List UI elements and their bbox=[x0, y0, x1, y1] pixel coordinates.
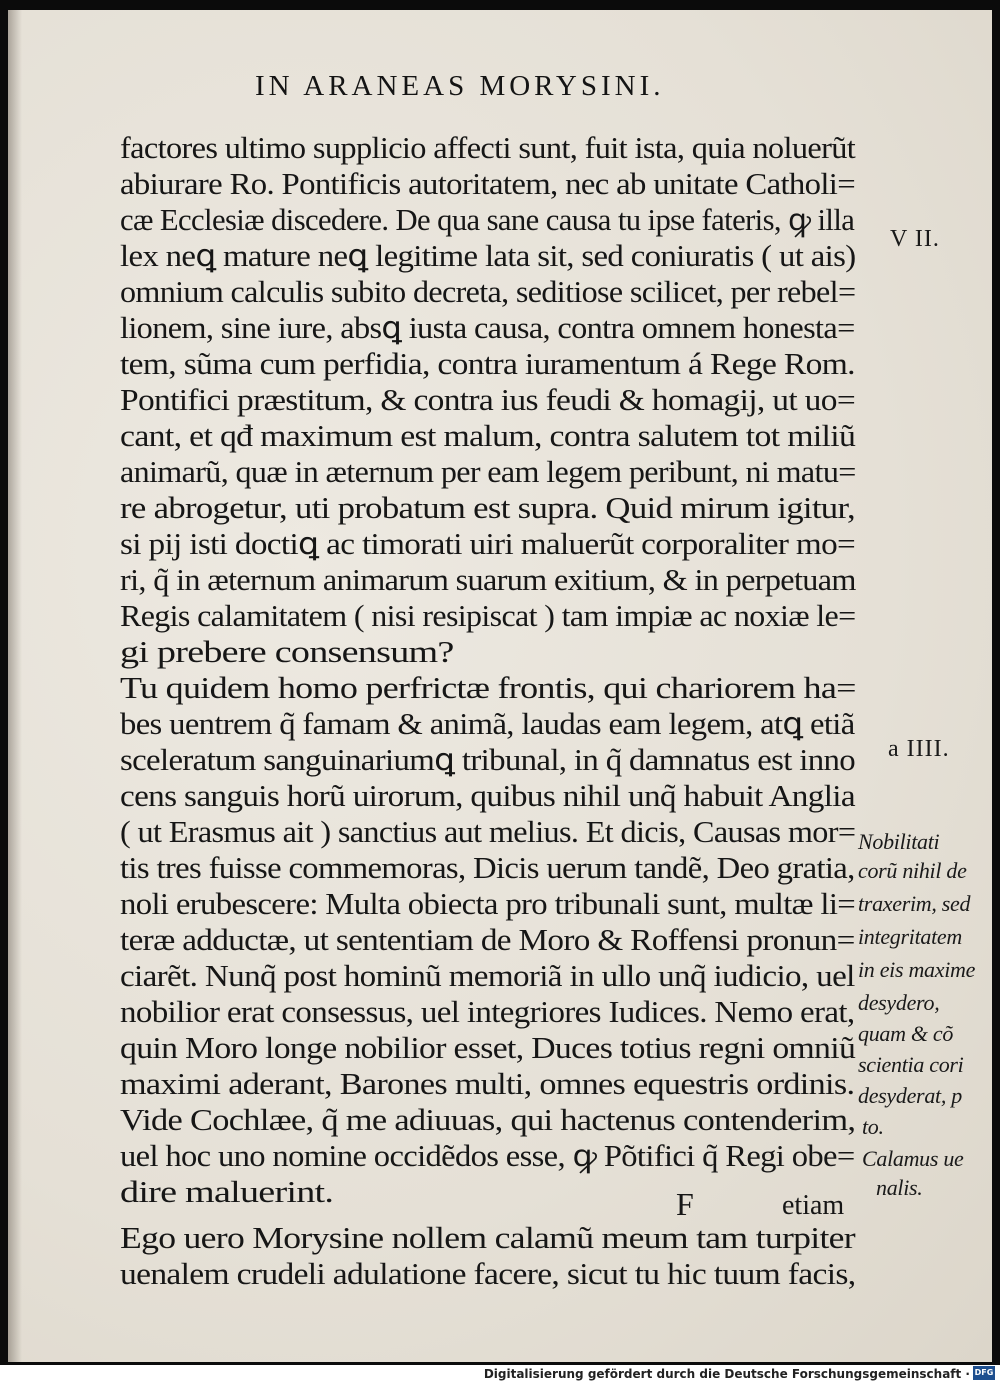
text-line: Tu quidem homo perfrictæ frontis, qui chariorem ha= bbox=[120, 671, 856, 705]
margin-note-line: in eis maxime bbox=[858, 957, 976, 982]
text-line: uenalem crudeli adulatione facere, sicut tu hic tuum facis, bbox=[120, 1257, 856, 1291]
margin-note-line: traxerim, sed bbox=[858, 891, 971, 916]
text-line: animarũ, quæ in æternum per eam legem peribunt, ni matu= bbox=[120, 455, 856, 489]
gutter-shadow bbox=[8, 10, 22, 1362]
text-line: cens sanguis horũ uirorum, quibus nihil unq̃ habuit Anglia bbox=[120, 779, 855, 813]
margin-note-line: Nobilitati bbox=[858, 829, 940, 854]
margin-note-line: quam & cõ bbox=[858, 1021, 954, 1046]
margin-note-line: to. bbox=[862, 1114, 884, 1139]
running-head: IN ARANEAS MORYSINI. bbox=[255, 70, 665, 102]
text-line: Vide Cochlæe, q̃ me adiuuas, qui hactenus contenderim, bbox=[120, 1103, 856, 1137]
text-line: maximi aderant, Barones multi, omnes equestris ordinis. bbox=[120, 1067, 855, 1101]
margin-note-line: nalis. bbox=[876, 1175, 923, 1200]
margin-note-line: Calamus ue bbox=[862, 1146, 964, 1171]
margin-signature-ref: a IIII. bbox=[888, 736, 950, 762]
margin-note-line: scientia cori bbox=[858, 1052, 964, 1077]
dfg-logo-icon: DFG bbox=[973, 1366, 995, 1380]
text-line: factores ultimo supplicio affecti sunt, fuit ista, quia noluerũt bbox=[120, 131, 856, 165]
text-line: nobilior erat consessus, uel integriores Iudices. Nemo erat, bbox=[120, 995, 855, 1029]
text-line: Ego uero Morysine nollem calamũ meum tam turpiter bbox=[120, 1221, 855, 1255]
text-line: omnium calculis subito decreta, seditiose scilicet, per rebel= bbox=[120, 275, 856, 309]
text-line: ( ut Erasmus ait ) sanctius aut melius. Et dicis, Causas mor= bbox=[120, 815, 856, 849]
text-line: teræ adductæ, ut sententiam de Moro & Roffensi pronun= bbox=[120, 923, 855, 957]
text-line: quin Moro longe nobilior esset, Duces totius regni omniũ bbox=[120, 1031, 856, 1065]
text-line: cæ Ecclesiæ discedere. De qua sane causa tu ipse fateris, ꝙ illa bbox=[120, 203, 855, 237]
text-line: dire maluerint. bbox=[120, 1175, 334, 1209]
text-line: cant, et qđ maximum est malum, contra salutem tot miliũ bbox=[120, 419, 856, 453]
text-line: si pij isti doctiꝗ ac timorati uiri maluerũt corporaliter mo= bbox=[120, 527, 856, 561]
text-line: lex neꝗ mature neꝗ legitime lata sit, sed coniuratis ( ut ais) bbox=[120, 239, 856, 273]
margin-note-line: desydero, bbox=[858, 990, 940, 1015]
signature-mark: F bbox=[676, 1186, 694, 1222]
text-line: re abrogetur, uti probatum est supra. Quid mirum igitur, bbox=[120, 491, 855, 525]
margin-note-line: integritatem bbox=[858, 924, 962, 949]
text-line: uel hoc uno nomine occidẽdos esse, ꝙ Põtifici q̃ Regi obe= bbox=[120, 1139, 855, 1173]
margin-note-line: corũ nihil de bbox=[858, 858, 967, 883]
text-line: tis tres fuisse commemoras, Dicis uerum tandẽ, Deo gratia, bbox=[120, 851, 855, 885]
margin-note-line: desyderat, p bbox=[858, 1083, 962, 1108]
text-line: abiurare Ro. Pontificis autoritatem, nec ab unitate Catholi= bbox=[120, 167, 856, 201]
text-line: ri, q̃ in æternum animarum suarum exitium, & in perpetuam bbox=[120, 563, 856, 597]
catchword: etiam bbox=[782, 1190, 845, 1221]
funding-credit: Digitalisierung gefördert durch die Deutsche Forschungsgemeinschaft · bbox=[483, 1367, 970, 1381]
text-line: bes uentrem q̃ famam & animã, laudas eam legem, atꝗ etiã bbox=[120, 707, 855, 741]
text-line: noli erubescere: Multa obiecta pro tribunali sunt, multæ li= bbox=[120, 887, 856, 921]
text-line: lionem, sine iure, absꝗ iusta causa, contra omnem honesta= bbox=[120, 311, 855, 345]
text-line: gi prebere consensum? bbox=[120, 635, 454, 669]
margin-signature-ref: V II. bbox=[890, 226, 940, 252]
text-line: tem, sũma cum perfidia, contra iuramentum á Rege Rom. bbox=[120, 347, 855, 381]
text-line: Pontifici præstitum, & contra ius feudi & homagij, ut uo= bbox=[120, 383, 856, 417]
text-line: Regis calamitatem ( nisi resipiscat ) tam impiæ ac noxiæ le= bbox=[120, 599, 856, 633]
text-line: sceleratum sanguinariumꝗ tribunal, in q̃ damnatus est inno bbox=[120, 743, 856, 777]
text-line: ciarẽt. Nunq̃ post hominũ memoriã in ullo unq̃ iudicio, uel bbox=[120, 959, 855, 993]
